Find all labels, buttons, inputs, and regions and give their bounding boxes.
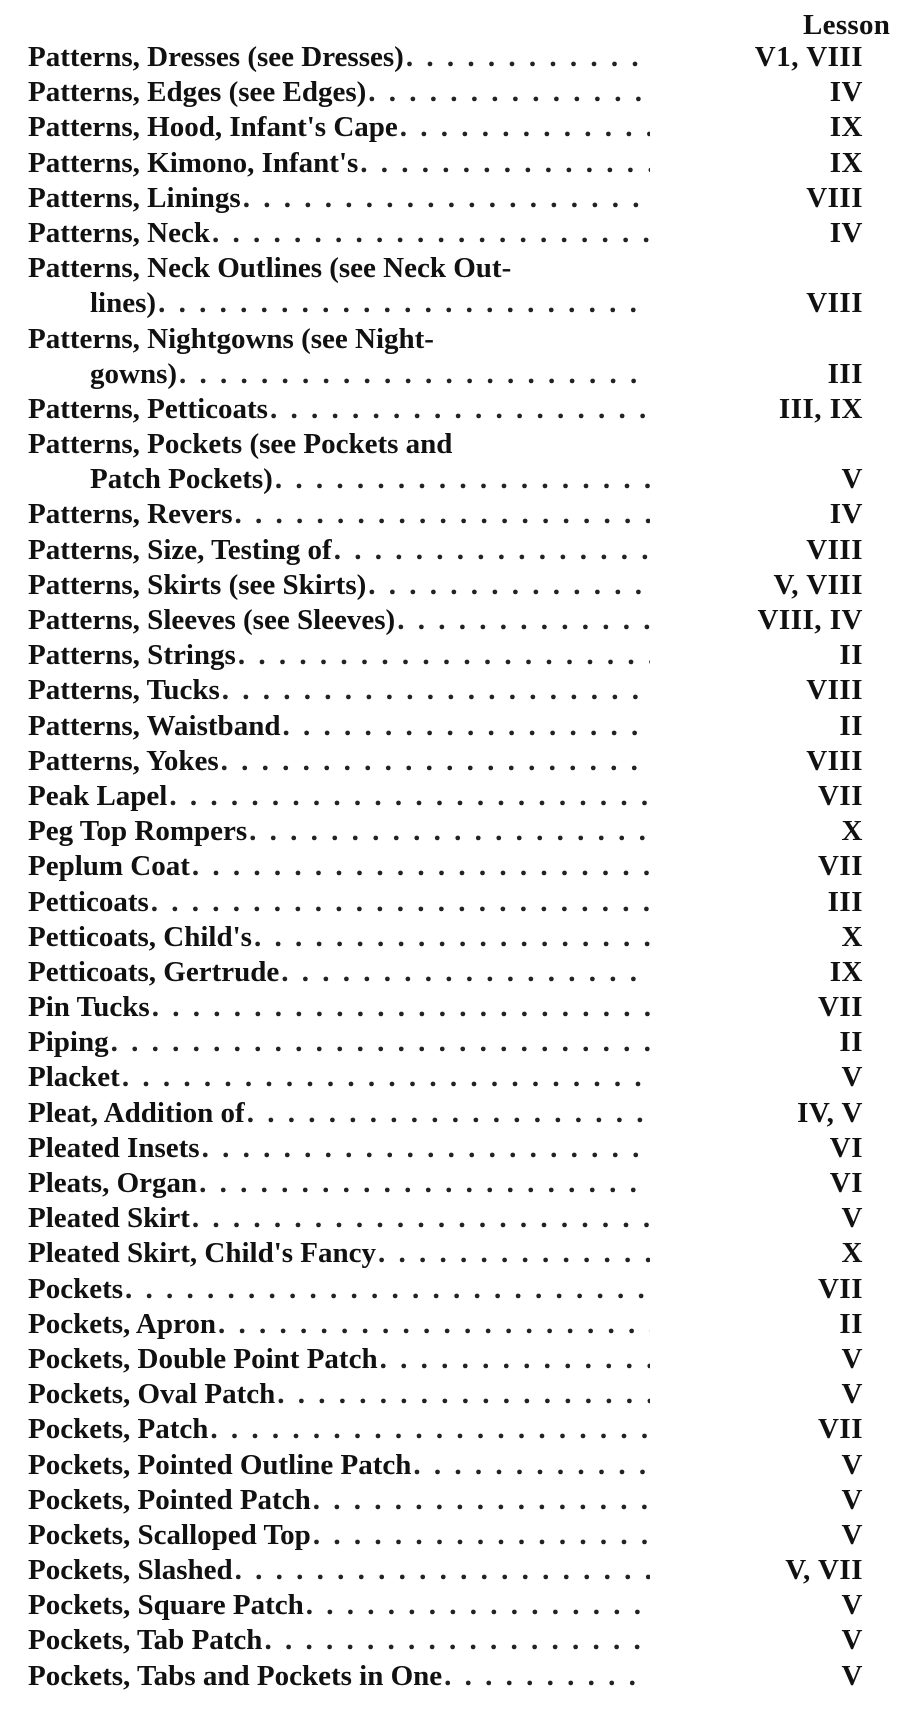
entry-row <box>28 814 650 849</box>
entry-text: Pin Tucks <box>28 990 152 1025</box>
entry-lesson: V1, VIII <box>754 41 863 73</box>
entry-lesson: VII <box>817 850 863 883</box>
dot-leader <box>218 1307 650 1342</box>
entry-lesson: VII <box>817 1413 863 1446</box>
dot-leader <box>221 744 650 779</box>
index-entry <box>28 392 863 427</box>
entry-row <box>28 1307 650 1342</box>
index-entry <box>28 533 863 568</box>
entry-text: Pockets, Apron <box>28 1307 218 1342</box>
entry-row <box>28 1166 650 1201</box>
index-entry <box>28 568 863 603</box>
entry-lesson: III <box>827 885 863 918</box>
entry-row <box>28 603 650 638</box>
entry-row <box>28 1659 650 1694</box>
entry-row <box>28 955 650 990</box>
dot-leader <box>199 1166 650 1201</box>
entry-lesson: V <box>841 1483 863 1516</box>
entry-lesson: IV, V <box>797 1096 863 1129</box>
entry-text: Patterns, Neck <box>28 216 212 251</box>
entry-row <box>28 1553 650 1588</box>
entry-row <box>28 75 650 110</box>
entry-lesson: V <box>841 463 863 496</box>
dot-leader <box>152 990 650 1025</box>
entry-text: Patterns, Yokes <box>28 744 221 779</box>
entry-row <box>28 1588 650 1623</box>
entry-lesson: V <box>841 1659 863 1692</box>
entry-row <box>28 533 650 568</box>
entry-lesson: VIII <box>806 287 863 320</box>
index-entry <box>28 638 863 673</box>
entry-text: Patterns, Edges (see Edges) <box>28 75 368 110</box>
index-entry <box>28 814 863 849</box>
entry-row <box>28 1483 650 1518</box>
entry-text: Pockets, Square Patch <box>28 1588 306 1623</box>
entry-lesson: VII <box>817 991 863 1024</box>
dot-leader <box>334 533 650 568</box>
entry-row <box>28 1236 650 1271</box>
entry-continuation-row <box>28 462 650 497</box>
dot-leader <box>378 1236 650 1271</box>
entry-row <box>28 40 650 75</box>
index-entry <box>28 427 863 497</box>
entry-row <box>28 1025 650 1060</box>
entry-text: Patterns, Waistband <box>28 709 282 744</box>
entry-lesson: III <box>827 357 863 390</box>
index-entry <box>28 497 863 532</box>
entry-continuation-row <box>28 286 650 321</box>
entry-text: Pockets, Oval Patch <box>28 1377 277 1412</box>
dot-leader <box>281 955 650 990</box>
entry-text: Patterns, Revers <box>28 497 235 532</box>
index-entry <box>28 1272 863 1307</box>
entry-text: Patterns, Skirts (see Skirts) <box>28 568 368 603</box>
index-entry <box>28 779 863 814</box>
entry-row <box>28 1518 650 1553</box>
dot-leader <box>235 1553 650 1588</box>
entry-lesson: VI <box>829 1167 863 1200</box>
entry-lesson: IX <box>829 955 863 988</box>
entry-text-continuation: Patch Pockets) <box>28 462 275 497</box>
dot-leader <box>368 568 650 603</box>
entry-text: Placket <box>28 1060 122 1095</box>
entry-lesson: IV <box>829 498 863 531</box>
entry-text: Pleat, Addition of <box>28 1096 247 1131</box>
dot-leader <box>192 849 650 884</box>
entry-row <box>28 181 650 216</box>
entry-row <box>28 1623 650 1658</box>
entry-lesson: X <box>841 1237 863 1270</box>
entry-lesson: V <box>841 1202 863 1235</box>
dot-leader <box>202 1131 650 1166</box>
dot-leader <box>210 1412 650 1447</box>
entry-lesson: V, VIII <box>773 568 863 601</box>
entry-row <box>28 920 650 955</box>
index-entry <box>28 885 863 920</box>
entry-row <box>28 1096 650 1131</box>
entry-lesson: IX <box>829 146 863 179</box>
entry-row <box>28 1272 650 1307</box>
entry-lesson: IV <box>829 76 863 109</box>
index-entry <box>28 1588 863 1623</box>
entry-row <box>28 709 650 744</box>
entry-lesson: X <box>841 815 863 848</box>
index-entry <box>28 1377 863 1412</box>
entry-lesson: II <box>839 1026 863 1059</box>
entry-row <box>28 1448 650 1483</box>
entry-text: Pleated Insets <box>28 1131 202 1166</box>
dot-leader <box>444 1659 650 1694</box>
index-entry <box>28 146 863 181</box>
index-entry <box>28 744 863 779</box>
entry-text: Patterns, Pockets (see Pockets and <box>28 428 453 461</box>
index-entry <box>28 849 863 884</box>
entry-text: Patterns, Sleeves (see Sleeves) <box>28 603 397 638</box>
entry-text: Pockets, Slashed <box>28 1553 235 1588</box>
entry-lesson: VIII <box>806 533 863 566</box>
dot-leader <box>238 638 650 673</box>
entry-text: Pockets, Double Point Patch <box>28 1342 380 1377</box>
entry-row <box>28 1131 650 1166</box>
entry-lesson: II <box>839 709 863 742</box>
dot-leader <box>413 1448 650 1483</box>
entry-lesson: VI <box>829 1131 863 1164</box>
index-entry <box>28 920 863 955</box>
index-list <box>28 40 863 1694</box>
entry-lesson: V <box>841 1624 863 1657</box>
entry-row <box>28 497 650 532</box>
entry-lesson: VII <box>817 1272 863 1305</box>
index-entry <box>28 1201 863 1236</box>
index-entry <box>28 40 863 75</box>
index-entry <box>28 1096 863 1131</box>
dot-leader <box>360 146 650 181</box>
entry-continuation-row <box>28 357 650 392</box>
dot-leader <box>313 1483 650 1518</box>
dot-leader <box>158 286 650 321</box>
dot-leader <box>380 1342 650 1377</box>
lesson-column-header: Lesson <box>803 9 891 41</box>
entry-text: Petticoats, Child's <box>28 920 254 955</box>
dot-leader <box>400 110 650 145</box>
entry-text: Pleated Skirt, Child's Fancy <box>28 1236 378 1271</box>
entry-text: Pleated Skirt <box>28 1201 192 1236</box>
dot-leader <box>249 814 650 849</box>
entry-row <box>28 1342 650 1377</box>
dot-leader <box>264 1623 650 1658</box>
dot-leader <box>270 392 650 427</box>
entry-lesson: VIII <box>806 674 863 707</box>
entry-text: Patterns, Neck Outlines (see Neck Out- <box>28 252 512 285</box>
entry-row <box>28 392 650 427</box>
entry-text: Patterns, Kimono, Infant's <box>28 146 360 181</box>
entry-lesson: IV <box>829 216 863 249</box>
entry-row <box>28 990 650 1025</box>
index-entry <box>28 110 863 145</box>
entry-lesson: V <box>841 1342 863 1375</box>
dot-leader <box>254 920 650 955</box>
dot-leader <box>275 462 650 497</box>
dot-leader <box>212 216 650 251</box>
index-entry <box>28 1166 863 1201</box>
index-entry <box>28 251 863 321</box>
dot-leader <box>222 673 650 708</box>
entry-text: Patterns, Strings <box>28 638 238 673</box>
index-entry <box>28 1307 863 1342</box>
entry-lesson: V <box>841 1448 863 1481</box>
entry-lesson: VII <box>817 779 863 812</box>
entry-lesson: V <box>841 1378 863 1411</box>
entry-lesson: VIII, IV <box>757 604 863 637</box>
entry-text: Peg Top Rompers <box>28 814 249 849</box>
index-entry <box>28 603 863 638</box>
entry-text: Pockets, Tab Patch <box>28 1623 264 1658</box>
dot-leader <box>368 75 650 110</box>
entry-lesson: II <box>839 1307 863 1340</box>
dot-leader <box>277 1377 650 1412</box>
entry-row <box>28 110 650 145</box>
entry-row <box>28 673 650 708</box>
entry-text-continuation: gowns) <box>28 357 179 392</box>
index-entry <box>28 322 863 392</box>
entry-text: Pockets <box>28 1272 125 1307</box>
dot-leader <box>122 1060 650 1095</box>
entry-row <box>28 638 650 673</box>
index-entry <box>28 673 863 708</box>
index-entry <box>28 181 863 216</box>
entry-text: Patterns, Hood, Infant's Cape <box>28 110 400 145</box>
dot-leader <box>169 779 650 814</box>
index-entry <box>28 990 863 1025</box>
index-entry <box>28 955 863 990</box>
entry-row <box>28 568 650 603</box>
entry-lesson: II <box>839 639 863 672</box>
dot-leader <box>192 1201 650 1236</box>
index-entry <box>28 1060 863 1095</box>
index-entry <box>28 216 863 251</box>
index-entry <box>28 1553 863 1588</box>
entry-lesson: V, VII <box>785 1554 863 1587</box>
entry-text: Pockets, Scalloped Top <box>28 1518 313 1553</box>
entry-text: Peplum Coat <box>28 849 192 884</box>
index-entry <box>28 1236 863 1271</box>
entry-text: Pockets, Pointed Patch <box>28 1483 313 1518</box>
entry-lesson: X <box>841 920 863 953</box>
index-entry <box>28 1483 863 1518</box>
dot-leader <box>179 357 650 392</box>
entry-lesson: VIII <box>806 181 863 214</box>
entry-text: Patterns, Nightgowns (see Night- <box>28 322 434 355</box>
entry-text: Pockets, Tabs and Pockets in One <box>28 1659 444 1694</box>
index-entry <box>28 1659 863 1694</box>
entry-lesson: IX <box>829 111 863 144</box>
index-entry <box>28 1518 863 1553</box>
entry-text: Patterns, Linings <box>28 181 243 216</box>
entry-lesson: V <box>841 1518 863 1551</box>
entry-text: Patterns, Size, Testing of <box>28 533 334 568</box>
dot-leader <box>397 603 650 638</box>
dot-leader <box>313 1518 650 1553</box>
entry-row <box>28 146 650 181</box>
entry-text: Patterns, Petticoats <box>28 392 270 427</box>
index-entry <box>28 1342 863 1377</box>
index-entry <box>28 1412 863 1447</box>
index-entry <box>28 1131 863 1166</box>
entry-row <box>28 849 650 884</box>
dot-leader <box>235 497 650 532</box>
entry-text: Patterns, Dresses (see Dresses) <box>28 40 406 75</box>
entry-row <box>28 885 650 920</box>
dot-leader <box>125 1272 650 1307</box>
entry-text-continuation: lines) <box>28 286 158 321</box>
index-entry <box>28 1623 863 1658</box>
entry-text: Pockets, Patch <box>28 1412 210 1447</box>
entry-text: Petticoats, Gertrude <box>28 955 281 990</box>
dot-leader <box>406 40 650 75</box>
entry-row <box>28 1060 650 1095</box>
entry-lesson: V <box>841 1589 863 1622</box>
dot-leader <box>151 885 650 920</box>
entry-row <box>28 216 650 251</box>
index-entry <box>28 75 863 110</box>
entry-lesson: VIII <box>806 744 863 777</box>
dot-leader <box>306 1588 650 1623</box>
entry-row <box>28 1201 650 1236</box>
entry-text: Pleats, Organ <box>28 1166 199 1201</box>
index-entry <box>28 1448 863 1483</box>
entry-row <box>28 1412 650 1447</box>
entry-text: Patterns, Tucks <box>28 673 222 708</box>
dot-leader <box>282 709 650 744</box>
dot-leader <box>247 1096 650 1131</box>
dot-leader <box>111 1025 650 1060</box>
entry-row <box>28 744 650 779</box>
entry-text: Piping <box>28 1025 111 1060</box>
entry-row <box>28 779 650 814</box>
dot-leader <box>243 181 650 216</box>
entry-text: Pockets, Pointed Outline Patch <box>28 1448 413 1483</box>
index-entry <box>28 709 863 744</box>
entry-lesson: III, IX <box>778 392 863 425</box>
index-entry <box>28 1025 863 1060</box>
entry-row <box>28 1377 650 1412</box>
entry-text: Petticoats <box>28 885 151 920</box>
entry-lesson: V <box>841 1061 863 1094</box>
entry-text: Peak Lapel <box>28 779 169 814</box>
